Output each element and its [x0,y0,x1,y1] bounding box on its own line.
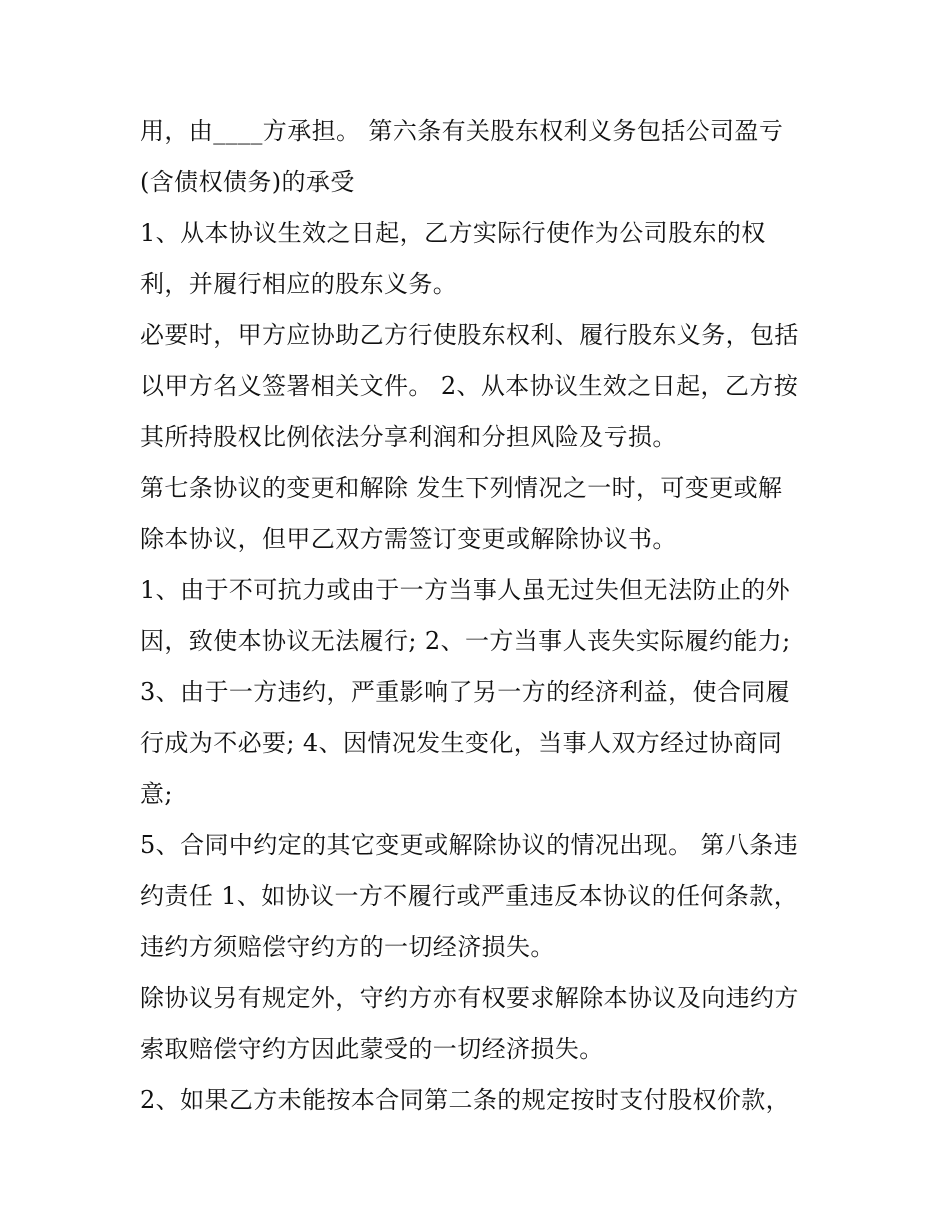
text-line: 除本协议，但甲乙双方需签订变更或解除协议书。 [140,525,677,553]
text-line: 必要时，甲方应协助乙方行使股东权利、履行股东义务，包括 [140,321,799,349]
text-line: 其所持股权比例依法分享利润和分担风险及亏损。 [140,423,677,451]
text-line: 2、如果乙方未能按本合同第二条的规定按时支付股权价款， [140,1086,791,1114]
document-body [140,106,820,1126]
text-line: 利，并履行相应的股东义务。 [140,270,458,298]
text-line: 除协议另有规定外，守约方亦有权要求解除本协议及向违约方 [140,984,799,1012]
text-line: 约责任 1、如协议一方不履行或严重违反本协议的任何条款， [140,882,799,910]
text-line: 1、由于不可抗力或由于一方当事人虽无过失但无法防止的外 [140,576,791,604]
text-line: 1、从本协议生效之日起，乙方实际行使作为公司股东的权 [140,219,766,247]
text-line: 以甲方名义签署相关文件。 2、从本协议生效之日起，乙方按 [140,372,799,400]
text-line: 第七条协议的变更和解除 发生下列情况之一时，可变更或解 [140,474,783,502]
text-line: 违约方须赔偿守约方的一切经济损失。 [140,933,555,961]
text-line: 因，致使本协议无法履行; 2、一方当事人丧失实际履约能力; [140,627,791,655]
text-line: 索取赔偿守约方因此蒙受的一切经济损失。 [140,1035,604,1063]
text-line: (含债权债务)的承受 [140,168,355,196]
text-line: 意; [140,780,173,808]
text-line: 用，由____方承担。 第六条有关股东权利义务包括公司盈亏 [140,117,784,145]
text-line: 行成为不必要; 4、因情况发生变化，当事人双方经过协商同 [140,729,783,757]
text-line: 3、由于一方违约，严重影响了另一方的经济利益，使合同履 [140,678,791,706]
text-line: 5、合同中约定的其它变更或解除协议的情况出现。 第八条违 [140,831,799,859]
